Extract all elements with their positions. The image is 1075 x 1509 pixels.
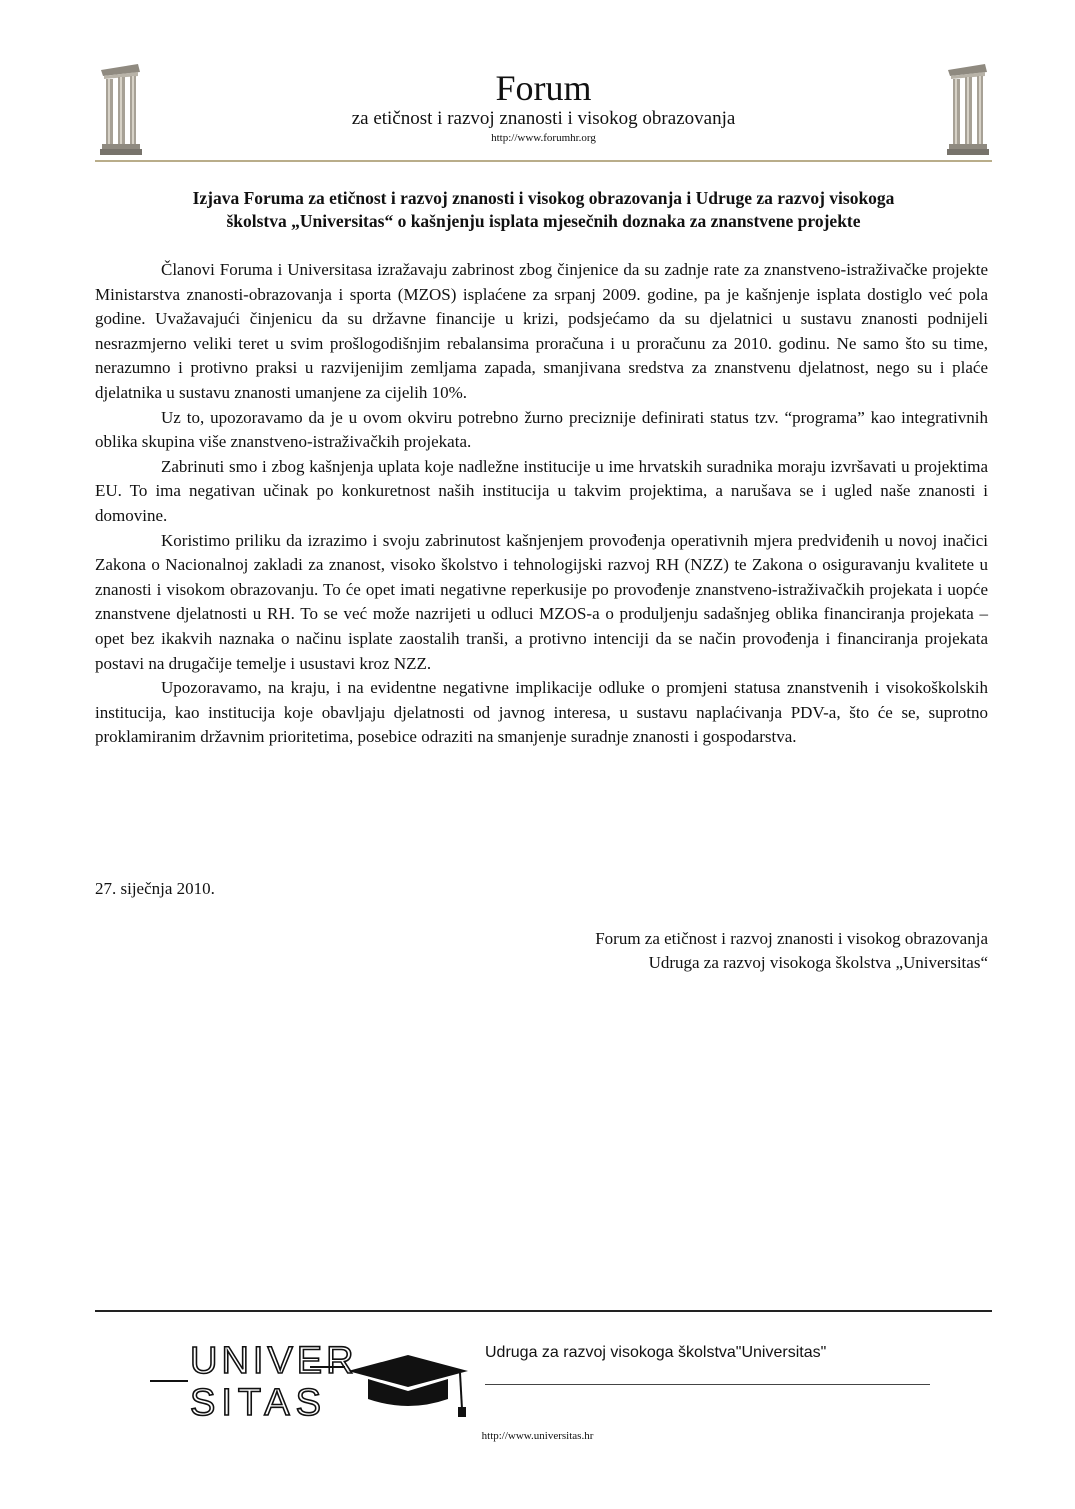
paragraph: Zabrinuti smo i zbog kašnjenja uplata koje nadležne institucije u ime hrvatskih suradnika moraju izvršavati u projektima EU. To ima negativan učinak po konkuretnost naših institucija u takvim projektima, a narušava se i ugled naše znanosti i domovine. — [95, 456, 988, 525]
universitas-url-link[interactable]: http://www.universitas.hr — [481, 1430, 594, 1442]
forum-title: Forum — [495, 68, 592, 108]
universitas-logo — [150, 1335, 480, 1425]
heading-line-1: Izjava Foruma za etičnost i razvoj znanosti i visokog obrazovanja i Udruge za razvoj visokoga — [192, 188, 895, 208]
signatures — [595, 927, 988, 975]
logo-text-bottom: SITAS — [190, 1382, 327, 1424]
paragraph: Koristimo priliku da izrazimo i svoju zabrinutost kašnjenjem provođenja operativnih mjera predviđenih u novoj inačici Zakona o Nacionalnoj zakladi za znanost, visoko školstvo i tehnologijski razvoj RH (NZZ) te Zakona o osiguravanju kvalitete u znanosti i visokom obrazovanju. To će opet imati negativne reperkusije po provođenje znanstveno-istraživačkih projekata i uopće znanstvene djelatnosti u RH. To se već može nazrijeti u odluci MZOS-a o produljenju sadašnjeg oblika financiranja projekata – opet bez ikakvih naznaka o načinu isplate zaostalih tranši, a protivno intenciji da se način provođenja i financiranja projekata postavi na drugačije temelje i usustavi kroz NZZ. — [95, 530, 988, 673]
document-header — [95, 58, 992, 162]
graduation-cap-icon — [348, 1355, 468, 1417]
header-divider — [95, 160, 992, 162]
paragraph: Upozoravamo, na kraju, i na evidentne negativne implikacije odluke o promjeni statusa znanstvenih i visokoškolskih institucija, kao institucija koje obavljaju djelatnosti od javnog interesa, u sustavu naplaćivanja PDV-a, što će se, suprotno proklamiranim državnim prioritetima, posebice odraziti na smanjenje suradnje znanosti i gospodarstva. — [95, 678, 988, 747]
forum-url-link[interactable]: http://www.forumhr.org — [491, 132, 596, 144]
paragraph: Članovi Foruma i Universitasa izražavaju zabrinost zbog činjenice da su zadnje rate za znanstveno-istraživačke projekte Ministarstva znanosti-obrazovanja i sporta (MZOS) isplaćene za srpanj 2009. godine, pa je kašnjenje isplata dostiglo već pola godine. Uvažavajući činjenicu da su državne financije u krizi, podsjećamo da su djelatnici u sustavu znanosti podnijeli nesrazmjerno veliki teret u svim prošlogodišnjim rebalansima proračuna i u proračunu za 2010. godinu. Ne samo što su time, nerazumno i protivno praksi u razvijenijim zemljama zapada, smanjivana sredstva za znanstvenu djelatnost, nego su i plaće djelatnika u sustavu znanosti umanjene za cijelih 10%. — [95, 260, 988, 402]
logo-text-top: UNIVER — [190, 1340, 358, 1382]
forum-subtitle: za etičnost i razvoj znanosti i visokog obrazovanja — [351, 108, 736, 129]
statement-heading — [95, 187, 992, 233]
universitas-logo-area — [150, 1335, 950, 1425]
association-name: Udruga za razvoj visokoga školstva"Universitas" — [485, 1344, 827, 1361]
statement-date: 27. siječnja 2010. — [95, 879, 215, 898]
paragraph: Uz to, upozoravamo da je u ovom okviru potrebno žurno preciznije definirati status tzv. “programa” kao integrativnih oblika skupina više znanstveno-istraživačkih projekata. — [95, 407, 988, 452]
signature-universitas: Udruga za razvoj visokoga školstva „Universitas“ — [648, 953, 988, 972]
signature-forum: Forum za etičnost i razvoj znanosti i visokog obrazovanja — [595, 929, 988, 948]
footer-divider — [95, 1310, 992, 1312]
association-underline — [485, 1384, 930, 1385]
heading-line-2: školstva „Universitas“ o kašnjenju isplata mjesečnih doznaka za znanstvene projekte — [226, 211, 861, 231]
statement-body — [95, 258, 988, 750]
